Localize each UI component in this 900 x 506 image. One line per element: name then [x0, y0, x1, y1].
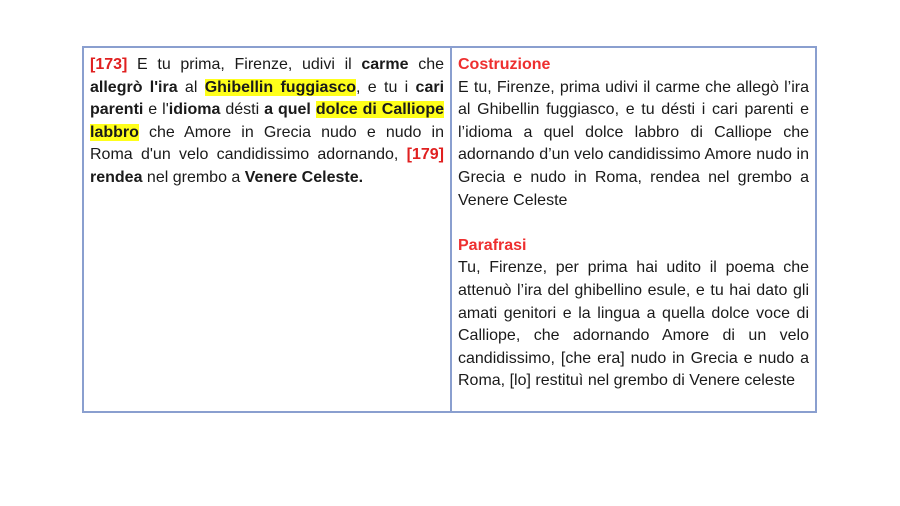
- text-segment: désti: [220, 101, 265, 119]
- text-segment: e l': [143, 101, 169, 119]
- costruzione-heading: Costruzione: [458, 56, 551, 73]
- text-segment: , e tu i: [356, 78, 416, 96]
- text-segment: E tu prima, Firenze, udivi il: [127, 56, 362, 73]
- parafrasi-text: Tu, Firenze, per prima hai udito il poema che attenuò l’ira del ghibellino esule, e tu hai dato gli amati genitori e la lingua a quella dolce voce di Calliope, che adornando Amore di un velo candidissimo, [che era] nudo in Grecia e nudo a Roma, [lo] restituì nel grembo di Venere celeste: [458, 259, 809, 390]
- original-text-cell: [84, 48, 452, 411]
- keyword-venere-celeste: Venere Celeste.: [244, 168, 364, 186]
- highlight-dolce-calliope: dolce di Calliope labbro: [90, 101, 445, 141]
- costruzione-text: E tu, Firenze, prima udivi il carme che allegò l’ira al Ghibellin fuggiasco, e tu désti i cari parenti e l’idioma a quel dolce labbro di Calliope che adornando d’un velo candidissimo Amore nudo in Grecia e nudo in Roma, rendea nel grembo a Venere Celeste: [458, 78, 809, 209]
- keyword-cari-parenti: cari parenti: [90, 78, 445, 119]
- keyword-carme: carme: [361, 56, 409, 73]
- verse-ref-173: [173]: [90, 56, 128, 73]
- highlight-ghibellin-fuggiasco: Ghibellin fuggiasco: [204, 78, 357, 96]
- text-table: [82, 46, 817, 413]
- text-segment: che Amore in Grecia nudo e nudo in Roma d'un velo candidissimo adornando,: [90, 123, 444, 164]
- text-segment: al: [177, 78, 205, 96]
- parafrasi-heading: Parafrasi: [458, 236, 527, 254]
- keyword-a-quel: a quel: [264, 101, 311, 119]
- keyword-allegro-ira: allegrò l'ira: [90, 78, 178, 96]
- text-segment: nel grembo a: [142, 168, 245, 186]
- text-segment: che: [408, 56, 444, 73]
- keyword-rendea: rendea: [90, 168, 143, 186]
- section-spacer: [458, 212, 809, 235]
- keyword-idioma: idioma: [168, 101, 221, 119]
- explanation-cell: [452, 48, 815, 411]
- verse-ref-179: [179]: [406, 146, 444, 164]
